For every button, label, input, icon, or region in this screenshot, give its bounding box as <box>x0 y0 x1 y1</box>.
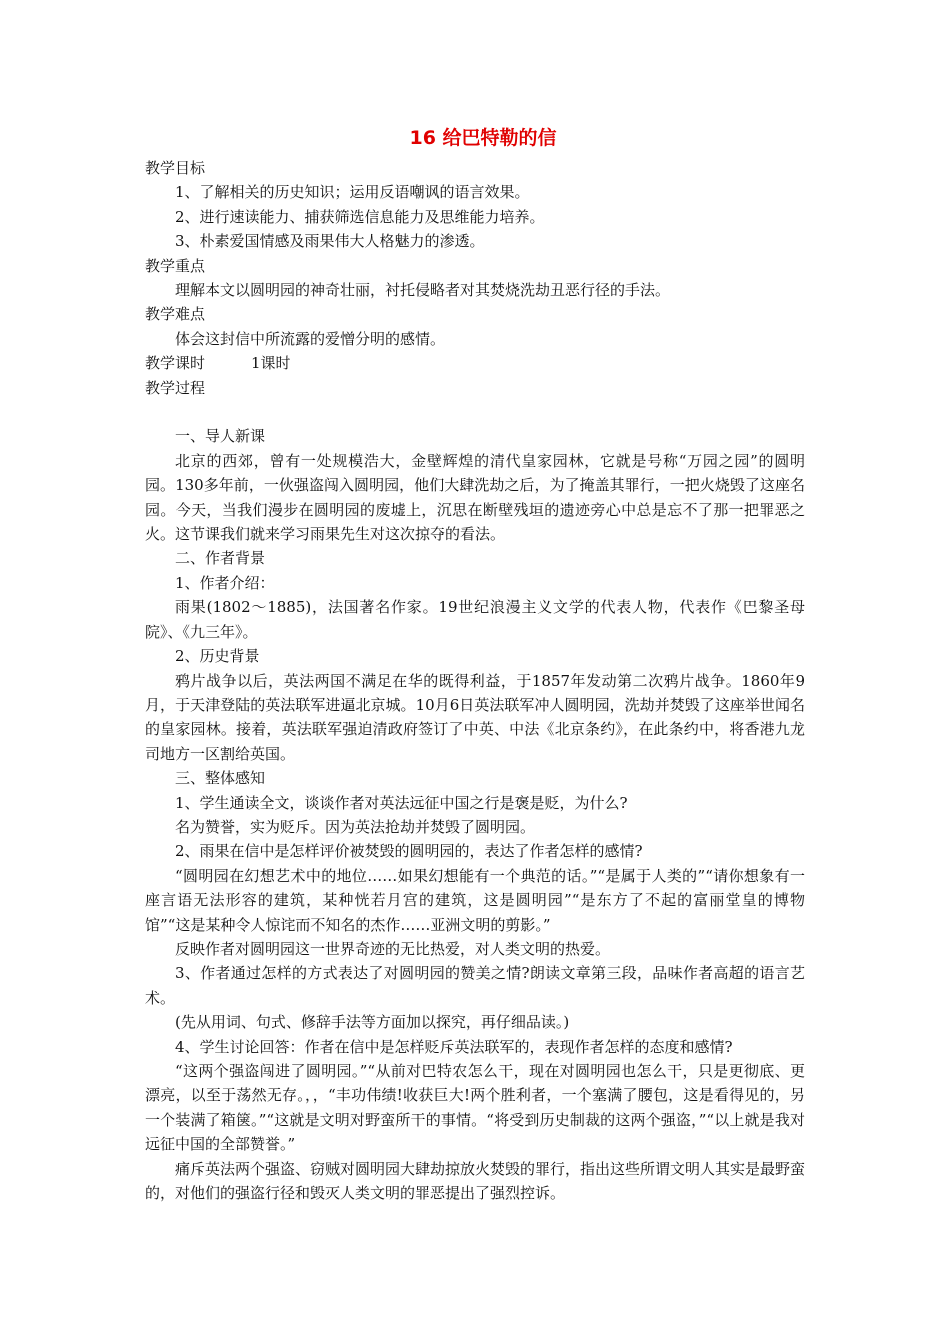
paragraph-text: 二、作者背景 <box>175 549 266 568</box>
paragraph <box>145 449 805 547</box>
paragraph-text: 名为赞誉，实为贬斥。因为英法抢劫并焚毁了圆明园。 <box>175 817 536 836</box>
paragraph <box>145 327 805 351</box>
paragraph <box>145 669 805 767</box>
paragraph-text: 反映作者对圆明园这一世界奇迹的无比热爱，对人类文明的热爱。 <box>175 939 611 958</box>
paragraph <box>145 180 805 204</box>
paragraph <box>145 376 805 400</box>
paragraph <box>145 815 805 839</box>
paragraph <box>145 351 805 375</box>
paragraph <box>145 546 805 570</box>
paragraph <box>145 961 805 1010</box>
paragraph <box>145 278 805 302</box>
paragraph <box>145 937 805 961</box>
paragraph <box>145 1157 805 1206</box>
paragraph <box>145 1010 805 1034</box>
document-body <box>145 156 805 1205</box>
paragraph-text: 2、进行速读能力、捕获筛选信息能力及思维能力培养。 <box>175 207 545 226</box>
paragraph <box>145 1035 805 1059</box>
paragraph-text: 教学难点 <box>145 305 206 324</box>
class-hours-value: 1课时 <box>251 354 291 373</box>
paragraph-text: 3、朴素爱国情感及雨果伟大人格魅力的渗透。 <box>175 232 485 251</box>
paragraph-text: 4、学生讨论回答：作者在信中是怎样贬斥英法联军的，表现作者怎样的态度和感情? <box>175 1037 733 1056</box>
paragraph <box>145 571 805 595</box>
paragraph-text: 教学重点 <box>145 256 206 275</box>
paragraph <box>145 644 805 668</box>
paragraph-text: 雨果(1802～1885)，法国著名作家。19世纪浪漫主义文学的代表人物，代表作《巴黎圣母院》、《九三年》。 <box>145 598 805 641</box>
paragraph-text: (先从用词、句式、修辞手法等方面加以探究，再仔细品读。) <box>175 1013 570 1032</box>
paragraph <box>145 839 805 863</box>
blank-line <box>145 400 805 424</box>
paragraph <box>145 254 805 278</box>
paragraph-text: 2、雨果在信中是怎样评价被焚毁的圆明园的，表达了作者怎样的感情? <box>175 842 643 861</box>
paragraph-text: 北京的西郊，曾有一处规模浩大，金壁辉煌的清代皇家园林，它就是号称“万园之园”的圆明园。130多年前，一伙强盗闯入圆明园，他们大肆洗劫之后，为了掩盖其罪行，一把火烧毁了这座名园。今天，当我们漫步在圆明园的废墟上，沉思在断壁残垣的遗迹旁心中总是忘不了那一把罪恶之火。这节课我们就来学习雨果先生对这次掠夺的看法。 <box>145 451 805 544</box>
paragraph-text: “圆明园在幻想艺术中的地位……如果幻想能有一个典范的话。”“是属于人类的”“请你想象有一座言语无法形容的建筑，某种恍若月宫的建筑，这是圆明园”“是东方了不起的富丽堂皇的博物馆”“这是某种令人惊诧而不知名的杰作……亚洲文明的剪影。” <box>145 866 805 934</box>
paragraph-text: 痛斥英法两个强盗、窃贼对圆明园大肆劫掠放火焚毁的罪行，指出这些所谓文明人其实是最野蛮的，对他们的强盗行径和毁灭人类文明的罪恶提出了强烈控诉。 <box>145 1159 806 1203</box>
paragraph <box>145 766 805 790</box>
paragraph <box>145 791 805 815</box>
paragraph <box>145 595 805 644</box>
paragraph-text: 一、导人新课 <box>175 427 266 446</box>
paragraph-text: 体会这封信中所流露的爱憎分明的感情。 <box>175 329 446 348</box>
paragraph <box>145 205 805 229</box>
paragraph <box>145 424 805 448</box>
paragraph <box>145 156 805 180</box>
page-title: 16 给巴特勒的信 <box>409 127 557 149</box>
paragraph-text: “这两个强盗闯进了圆明园。”“从前对巴特农怎么干，现在对圆明园也怎么干，只是更彻底、更漂亮，以至于荡然无存。，，“丰功伟绩!收获巨大!两个胜利者，一个塞满了腰包，这是看得见的，另一个装满了箱箧。”“这就是文明对野蛮所干的事情。“将受到历史制裁的这两个强盗，”“以上就是我对远征中国的全部赞誉。” <box>145 1062 805 1154</box>
paragraph-text: 3、作者通过怎样的方式表达了对圆明园的赞美之情?朗读文章第三段，品味作者高超的语言艺术。 <box>145 964 805 1007</box>
paragraph-text: 教学目标 <box>145 159 206 177</box>
paragraph <box>145 1059 805 1157</box>
paragraph-text: 2、历史背景 <box>175 647 260 666</box>
document-page <box>145 126 805 1205</box>
paragraph-text: 1、作者介绍： <box>175 573 275 592</box>
paragraph <box>145 302 805 326</box>
paragraph-text: 理解本文以圆明园的神奇壮丽，衬托侵略者对其焚烧洗劫丑恶行径的手法。 <box>175 281 671 300</box>
paragraph-text: 三、整体感知 <box>175 769 266 788</box>
paragraph-text: 鸦片战争以后，英法两国不满足在华的既得利益，于1857年发动第二次鸦片战争。1860年9月，于天津登陆的英法联军进逼北京城。10月6日英法联军冲人圆明园，洗劫并焚毁了这座举世闻名的皇家园林。接着，英法联军强迫清政府签订了中英、中法《北京条约》，在此条约中，将香港九龙司地方一区割给英国。 <box>145 671 805 763</box>
paragraph-text: 1、学生通读全文，谈谈作者对英法远征中国之行是褒是贬，为什么? <box>175 793 628 812</box>
paragraph <box>145 864 805 937</box>
paragraph <box>145 229 805 253</box>
paragraph-text: 教学过程 <box>145 378 206 397</box>
paragraph-text: 教学课时 <box>145 354 206 373</box>
paragraph-text: 1、了解相关的历史知识；运用反语嘲讽的语言效果。 <box>175 183 530 202</box>
